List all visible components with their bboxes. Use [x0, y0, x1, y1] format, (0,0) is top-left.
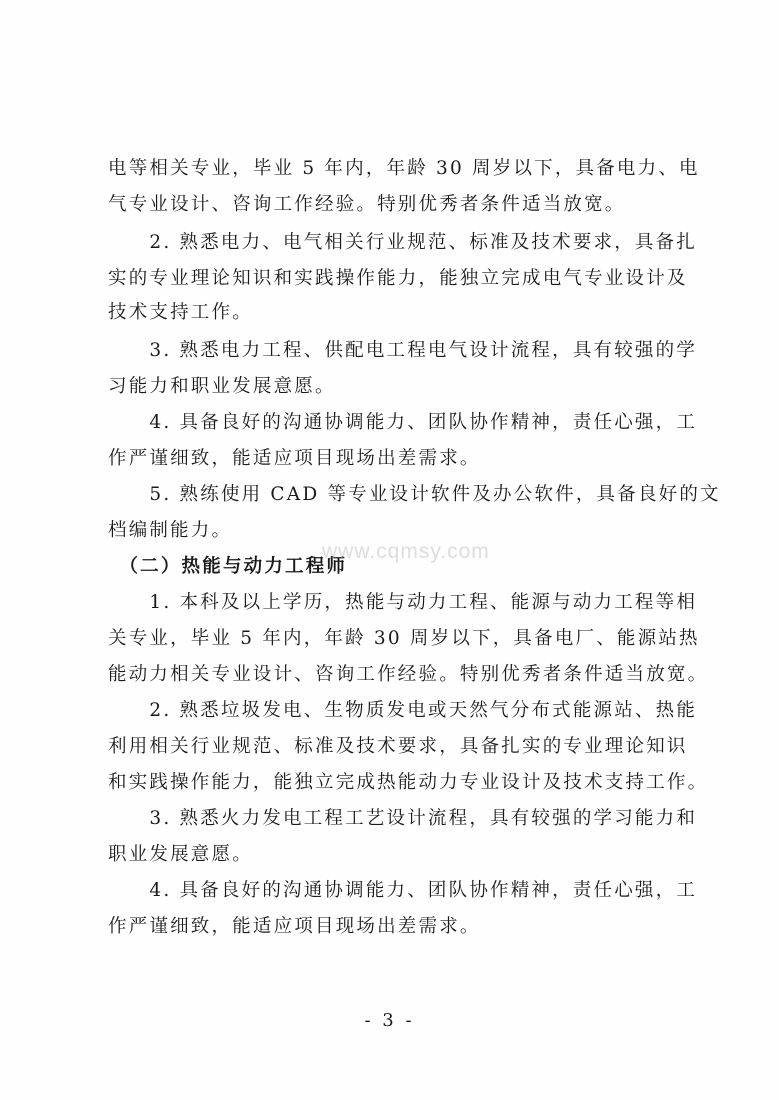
text-line: 习能力和职业发展意愿。	[108, 376, 336, 397]
watermark: www.cqmsy.com	[322, 540, 490, 563]
page-number: - 3 -	[364, 1010, 415, 1031]
text-line: 和实践操作能力，能独立完成热能动力专业设计及技术支持工作。	[108, 772, 709, 793]
text-line: 5. 熟练使用 CAD 等专业设计软件及办公软件，具备良好的文	[108, 484, 721, 505]
text-line: 2. 熟悉电力、电气相关行业规范、标准及技术要求，具备扎	[108, 232, 698, 253]
text-line: 作严谨细致，能适应项目现场出差需求。	[108, 448, 481, 469]
text-line: 4. 具备良好的沟通协调能力、团队协作精神，责任心强，工	[108, 412, 698, 433]
text-line: 职业发展意愿。	[108, 844, 253, 865]
text-line: 1. 本科及以上学历，热能与动力工程、能源与动力工程等相	[108, 592, 698, 613]
text-line: 2. 熟悉垃圾发电、生物质发电或天然气分布式能源站、热能	[108, 700, 698, 721]
text-line: 4. 具备良好的沟通协调能力、团队协作精神，责任心强，工	[108, 880, 698, 901]
text-line: 技术支持工作。	[108, 302, 253, 323]
text-line: 3. 熟悉电力工程、供配电工程电气设计流程，具有较强的学	[108, 340, 698, 361]
text-line: 档编制能力。	[108, 520, 233, 541]
text-line: 实的专业理论知识和实践操作能力，能独立完成电气专业设计及	[108, 268, 688, 289]
text-line: 利用相关行业规范、标准及技术要求，具备扎实的专业理论知识	[108, 736, 688, 757]
text-line: 作严谨细致，能适应项目现场出差需求。	[108, 916, 481, 937]
text-line: 气专业设计、咨询工作经验。特别优秀者条件适当放宽。	[108, 194, 626, 215]
text-line: 能动力相关专业设计、咨询工作经验。特别优秀者条件适当放宽。	[108, 664, 709, 685]
text-line: 关专业，毕业 5 年内，年龄 30 周岁以下，具备电厂、能源站热	[108, 628, 700, 649]
text-line: 3. 熟悉火力发电工程工艺设计流程，具有较强的学习能力和	[108, 808, 698, 829]
text-line: 电等相关专业，毕业 5 年内，年龄 30 周岁以下，具备电力、电	[108, 158, 700, 179]
section-heading: （二）热能与动力工程师	[108, 556, 348, 577]
